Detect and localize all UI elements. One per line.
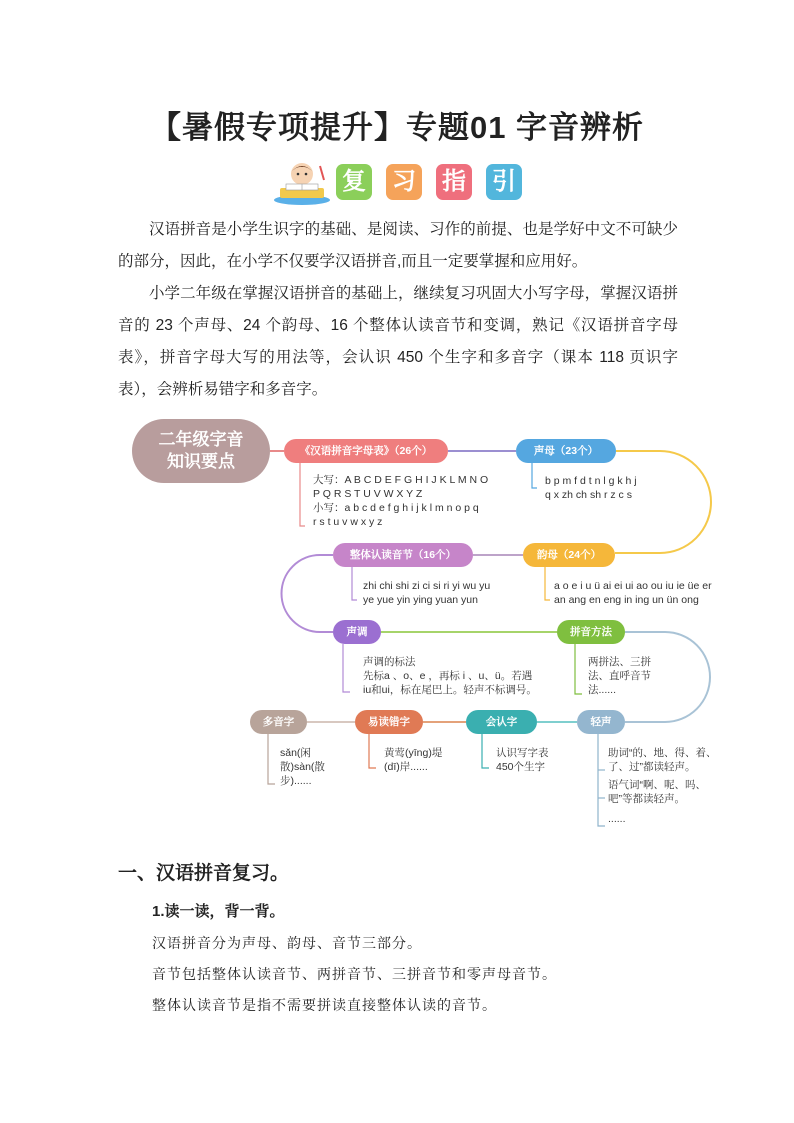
note-line: 吧”等都读轻声。 [608, 793, 685, 805]
intro-paragraph-1: 汉语拼音是小学生识字的基础、是阅读、习作的前提、也是学好中文不可缺少的部分，因此，在小学不仅要学汉语拼音,而且一定要掌握和应用好。 [118, 221, 678, 270]
root-line-1: 二年级字音 [158, 430, 244, 449]
node-huirenzi: 会认字 [466, 710, 537, 734]
node-yunmu: 韵母（24个） [523, 543, 615, 567]
note-line: ...... [608, 813, 626, 825]
note-alphabet [313, 473, 488, 529]
note-line: 法、直呼音节 [588, 670, 651, 682]
note-pinyin-method [588, 655, 651, 697]
body-line-2: 音节包括整体认读音节、两拼音节、三拼音节和零声母音节。 [152, 967, 557, 983]
note-line: an ang en eng in ing un ün ong [554, 594, 699, 606]
note-line: 认识写字表 [496, 747, 549, 759]
note-line: 大写：A B C D E F G H I J K L M N O [313, 474, 489, 486]
section-heading: 一、汉语拼音复习。 [118, 863, 290, 884]
note-line: a o e i u ü ai ei ui ao ou iu ie üe er [554, 580, 712, 592]
intro-paragraph-2: 小学二年级在掌握汉语拼音的基础上，继续复习巩固大小写字母，掌握汉语拼音的 23 个声母、24 个韵母、16 个整体认读音节和变调，熟记《汉语拼音字母表》，拼音字母大写的用法等，会认识 450 个生字和多音字（课本 118 页识字表），会辨析易错字和多音字。 [118, 285, 678, 398]
body-line-1: 汉语拼音分为声母、韵母、音节三部分。 [152, 936, 422, 952]
note-huirenzi [496, 746, 549, 774]
note-shengdiao [363, 655, 537, 697]
node-pinyin-method: 拼音方法 [557, 620, 625, 644]
guide-char-yin: 引 [486, 164, 522, 200]
guide-char-fu: 复 [336, 164, 372, 200]
note-line: 黄莺(yīng)堤 [384, 747, 443, 759]
note-line: 语气词“啊、呢、吗、 [608, 779, 706, 791]
node-alphabet: 《汉语拼音字母表》（26个） [284, 439, 448, 463]
note-line: 两拼法、三拼 [588, 656, 651, 668]
note-line: r s t u v w x y z [313, 516, 383, 528]
node-shengmu: 声母（23个） [516, 439, 616, 463]
guide-char-zhi: 指 [436, 164, 472, 200]
note-qingsheng [608, 746, 717, 826]
body-line-3: 整体认读音节是指不需要拼读直接整体认读的音节。 [152, 998, 497, 1014]
note-line: iu和ui，标在尾巴上。轻声不标调号。 [363, 684, 537, 696]
note-line: 助词“的、地、得、着、 [608, 747, 717, 759]
guide-char-xi: 习 [386, 164, 422, 200]
note-line: 小写：a b c d e f g h i j k l m n o p q [313, 502, 479, 514]
note-line: (dī)岸...... [384, 761, 428, 773]
note-yiducuo [384, 746, 442, 774]
node-zhengti: 整体认读音节（16个） [333, 543, 473, 567]
note-line: 散)sàn(散 [280, 761, 325, 773]
node-qingsheng: 轻声 [577, 710, 625, 734]
note-line: P Q R S T U V W X Y Z [313, 488, 423, 500]
note-shengmu [545, 474, 637, 502]
note-line: 450个生字 [496, 761, 546, 773]
note-yunmu [554, 579, 712, 607]
note-line: 了、过”都读轻声。 [608, 761, 696, 773]
node-yiducuo: 易读错字 [355, 710, 423, 734]
note-line: q x zh ch sh r z c s [545, 489, 632, 501]
note-line: zhi chi shi zi ci si ri yi wu yu [363, 580, 491, 592]
note-duoyin [280, 746, 325, 788]
mindmap-root [132, 419, 270, 483]
page-title: 【暑假专项提升】专题01 字音辨析 [149, 110, 645, 145]
note-line: 声调的标法 [363, 656, 416, 668]
note-line: 先标a 、o、e ，再标 i 、u、ü。若遇 [363, 670, 533, 682]
note-line: 法...... [588, 684, 617, 696]
node-shengdiao: 声调 [333, 620, 381, 644]
note-zhengti [363, 579, 490, 607]
note-line: ye yue yin ying yuan yun [363, 594, 478, 606]
note-line: sǎn(闲 [280, 747, 311, 759]
note-line: b p m f d t n l g k h j [545, 475, 637, 487]
note-line: 步)...... [280, 775, 312, 787]
node-duoyin: 多音字 [250, 710, 307, 734]
section-subheading: 1.读一读，背一背。 [152, 903, 285, 920]
root-line-2: 知识要点 [167, 452, 235, 471]
